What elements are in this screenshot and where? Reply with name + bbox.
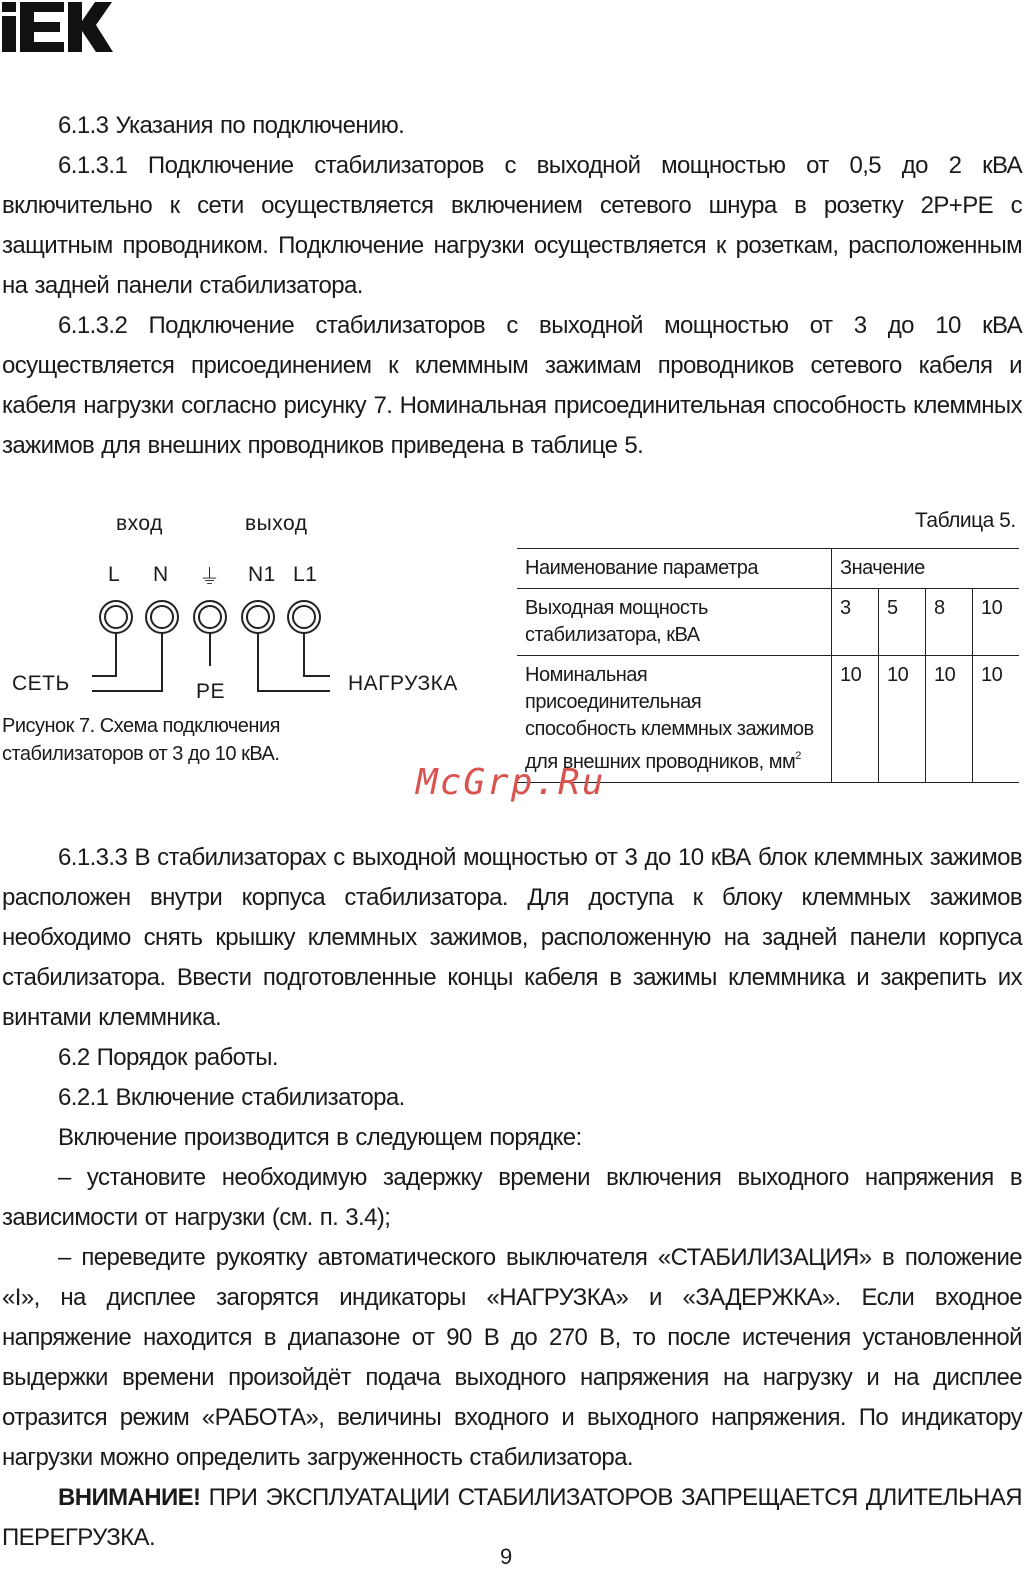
heading-6-2-1: 6.2.1 Включение стабилизатора. xyxy=(58,1084,405,1111)
row2-unit-sup: 2 xyxy=(795,750,801,762)
pe-label: PE xyxy=(196,680,226,703)
table-header-row xyxy=(517,549,1019,589)
list-item-delay: – установите необходимую задержку времени включения выходного напряжения в зависимости от нагрузки (см. п. 3.4); xyxy=(2,1164,1022,1231)
output-label: выход xyxy=(245,512,308,535)
row1-value-4: 10 xyxy=(973,589,1020,656)
page-number: 9 xyxy=(500,1544,513,1569)
heading-6-2: 6.2 Порядок работы. xyxy=(58,1044,278,1071)
row2-value-1: 10 xyxy=(832,656,879,783)
iek-logo-mark xyxy=(2,2,114,54)
row2-label-line1: Номинальная присоединительная xyxy=(525,664,702,713)
table-row-power xyxy=(517,589,1019,656)
load-label: НАГРУЗКА xyxy=(348,672,458,695)
figure-caption-line1: Рисунок 7. Схема подключения xyxy=(2,715,280,737)
row2-value-3: 10 xyxy=(926,656,973,783)
warning-label: ВНИМАНИЕ! xyxy=(58,1484,201,1511)
row2-label-line3: для внешних проводников, мм xyxy=(525,751,796,773)
row1-label-line2: стабилизатора, кВА xyxy=(525,624,700,646)
figure-caption-line2: стабилизаторов от 3 до 10 кВА. xyxy=(2,743,280,765)
paragraph-6-1-3-3: 6.1.3.3 В стабилизаторах с выходной мощностью от 3 до 10 кВА блок клеммных зажимов расположен внутри корпуса стабилизатора. Для доступа к блоку клеммных зажимов необходимо снять крышку клеммных зажимов, расположенную на задней панели корпуса стабилизатора. Ввести подготовленные концы кабеля в зажимы клеммника и закрепить их винтами клеммника. xyxy=(2,844,1022,1031)
list-item-switch: – переведите рукоятку автоматического выключателя «СТАБИЛИЗАЦИЯ» в положение «I», на дисплее загорятся индикаторы «НАГРУЗКА» и «ЗАДЕРЖКА». Если входное напряжение находится в диапазоне от 90 В до 270 В, то после истечения установленной выдержки времени произойдёт подача выходного напряжения на нагрузку и на дисплее отразится режим «РАБОТА», величины входного и выходного напряжения. По индикатору нагрузки можно определить загруженность стабилизатора. xyxy=(2,1244,1022,1471)
header-value: Значение xyxy=(832,549,1020,589)
wire-n xyxy=(92,633,162,691)
row1-label-line1: Выходная мощность xyxy=(525,597,708,619)
row1-value-1: 3 xyxy=(832,589,879,656)
terminal-label-n: N xyxy=(153,563,169,586)
paragraph-6-1-3-1: 6.1.3.1 Подключение стабилизаторов с выходной мощностью от 0,5 до 2 кВА включительно к сети осуществляется включением сетевого шнура в розетку 2Р+РЕ с защитным проводником. Подключение нагрузки осуществляется к розеткам, расположенным на задней панели стабилизатора. xyxy=(2,152,1022,299)
table-title: Таблица 5. xyxy=(915,509,1016,532)
wire-l1 xyxy=(304,633,330,676)
paragraph-6-1-3-2: 6.1.3.2 Подключение стабилизаторов с выходной мощностью от 3 до 10 кВА осуществляется присоединением к клеммным зажимам проводников сетевого кабеля и кабеля нагрузки согласно рисунку 7. Номинальная присоединительная способность клеммных зажимов для внешних проводников приведена в таблице 5. xyxy=(2,312,1022,459)
ground-icon: ⏚ xyxy=(199,566,221,589)
figure-caption xyxy=(2,712,280,768)
parameters-table xyxy=(517,548,1019,783)
paragraph-order: Включение производится в следующем порядке: xyxy=(58,1124,582,1151)
mains-label: СЕТЬ xyxy=(12,672,70,695)
header-param: Наименование параметра xyxy=(517,549,832,589)
row1-label xyxy=(517,589,832,656)
row1-value-2: 5 xyxy=(879,589,926,656)
iek-logo xyxy=(2,2,114,59)
wire-l xyxy=(92,633,116,676)
heading-6-1-3: 6.1.3 Указания по подключению. xyxy=(58,112,405,139)
row2-label-line2: способность клеммных зажимов xyxy=(525,718,814,740)
terminal-label-l1: L1 xyxy=(293,563,318,586)
row2-value-2: 10 xyxy=(879,656,926,783)
wire-n1 xyxy=(258,633,330,691)
section-main xyxy=(2,838,1022,1558)
row1-value-3: 8 xyxy=(926,589,973,656)
row2-value-4: 10 xyxy=(973,656,1020,783)
watermark: McGrp.Ru xyxy=(416,762,606,803)
terminal-label-l: L xyxy=(108,563,121,586)
terminal-label-n1: N1 xyxy=(248,563,276,586)
section-intro xyxy=(2,106,1022,466)
warning-text: ПРИ ЭКСПЛУАТАЦИИ СТАБИЛИЗАТОРОВ ЗАПРЕЩАЕТСЯ ДЛИТЕЛЬНАЯ ПЕРЕГРУЗКА. xyxy=(2,1484,1022,1551)
input-label: вход xyxy=(116,512,163,535)
